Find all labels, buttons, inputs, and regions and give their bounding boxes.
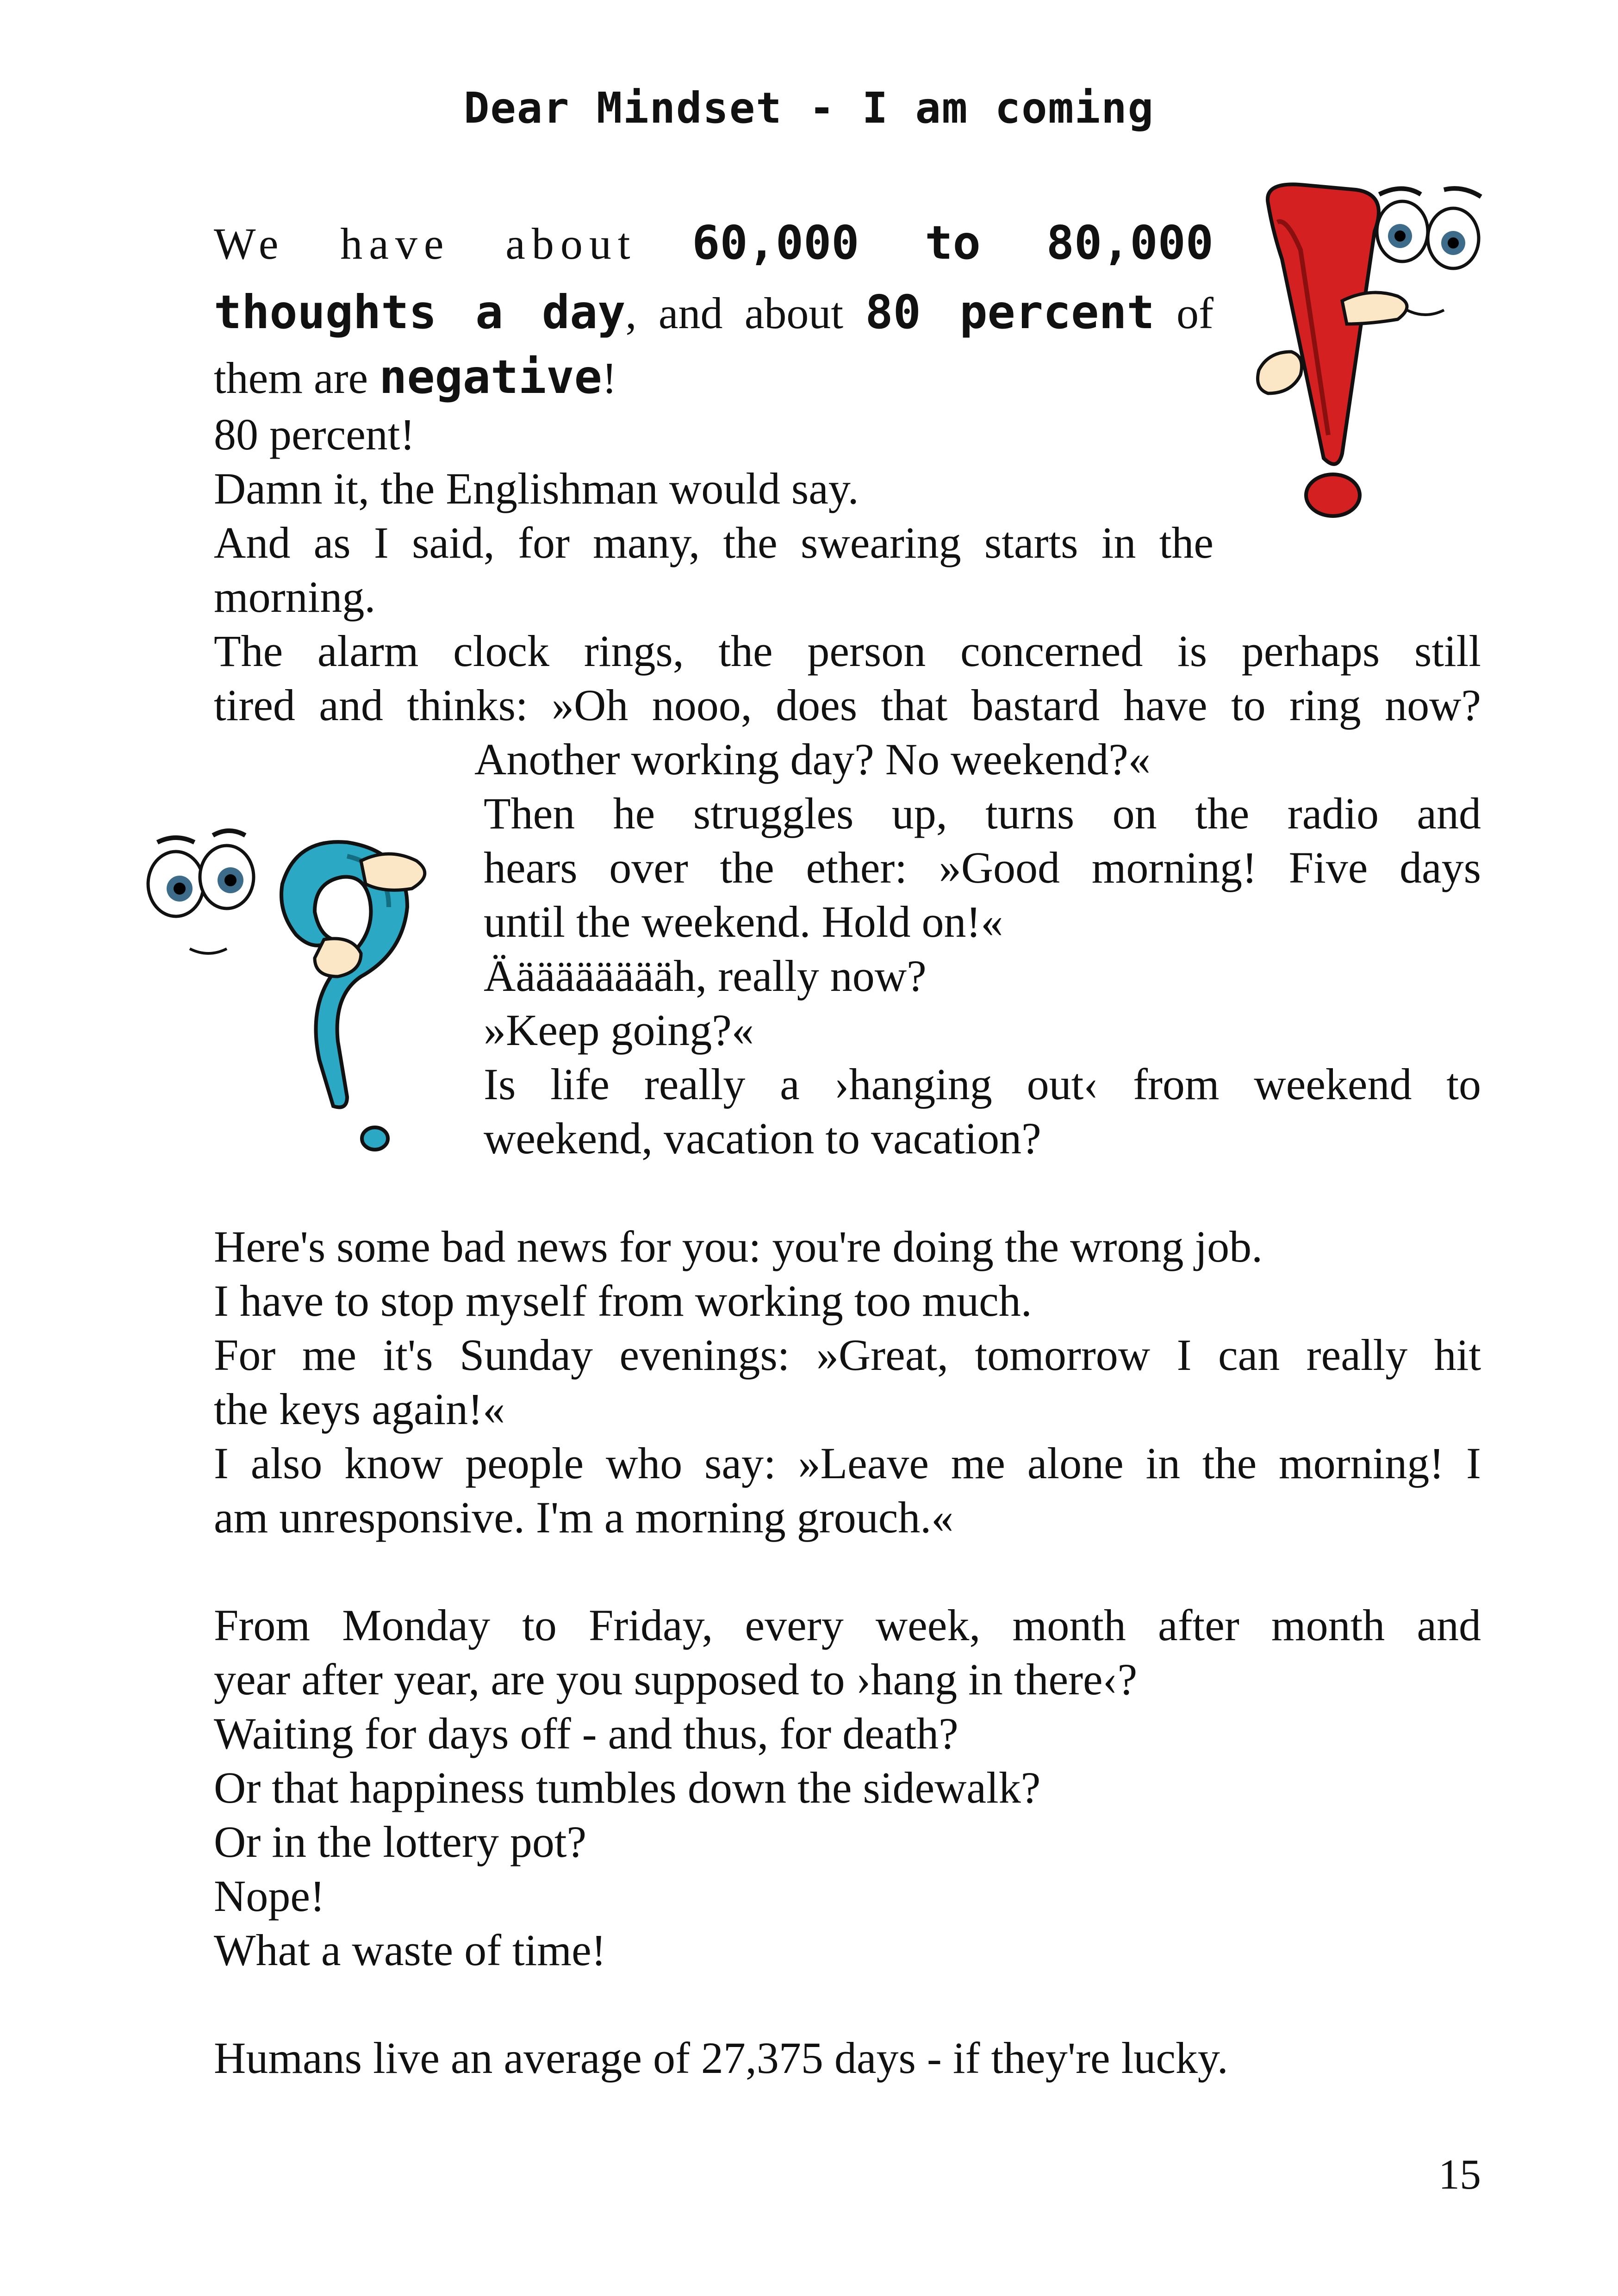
cartoon-exclamation-mark-icon [1250,176,1537,528]
paragraph-block-b [214,624,1481,732]
paragraph-block-d [214,1220,1481,1544]
text-line: 80 percent! [214,410,415,459]
emphasis-percent: 80 percent [865,285,1155,339]
text-line: What a waste of time! [214,1925,606,1975]
intro-paragraph [214,208,1214,407]
cartoon-question-mark-icon [130,801,463,1152]
paragraph-block-e [214,1598,1481,1977]
emphasis-negative: negative [379,350,602,404]
running-head: Dear Mindset - I am coming [463,83,1155,133]
intro-line-1: We have about 60,000 to 80,000 [214,216,1214,270]
text-line: Or in the lottery pot? [214,1817,587,1867]
text-line: morning. [214,572,376,622]
paragraph-block-f [214,2031,1481,2085]
emphasis-thought-count: 60,000 to 80,000 [692,216,1214,270]
text-line: And as I said, for many, the swearing starts in the [214,518,1214,567]
text-line: »Keep going?« [484,1005,754,1055]
text-line: For me it's Sunday evenings: »Great, tomorrow I can really hit [214,1330,1481,1380]
text-line: Äääääääääh, really now? [484,951,927,1001]
text-line: Damn it, the Englishman would say. [214,464,859,513]
text-line: tired and thinks: »Oh nooo, does that bastard have to ring now? [214,680,1481,730]
text-line: Is life really a ›hanging out‹ from weekend to [484,1059,1481,1109]
text-line: hears over the ether: »Good morning! Five days [484,843,1481,892]
text-line: Here's some bad news for you: you're doing the wrong job. [214,1222,1263,1271]
text-line: I also know people who say: »Leave me alone in the morning! I [214,1438,1481,1488]
text-line: Or that happiness tumbles down the sidewalk? [214,1763,1041,1812]
text-line: Then he struggles up, turns on the radio and [484,789,1481,838]
text-line: am unresponsive. I'm a morning grouch.« [214,1493,954,1542]
text-line: Humans live an average of 27,375 days - if they're lucky. [214,2033,1228,2083]
page-number: 15 [1438,2151,1481,2198]
text-line: the keys again!« [214,1384,505,1434]
paragraph-block-a [214,407,1214,624]
text-line: From Monday to Friday, every week, month after month and [214,1600,1481,1650]
emphasis-thoughts-a-day: thoughts a day [214,285,626,339]
text-line: weekend, vacation to vacation? [484,1114,1041,1163]
text-line: Another working day? No weekend?« [474,734,1151,784]
text-line: until the weekend. Hold on!« [484,897,1003,946]
paragraph-block-c [474,732,1481,1165]
text-line: Waiting for days off - and thus, for death? [214,1709,958,1758]
intro-line-2: thoughts a day, and about 80 percent of [214,285,1214,339]
intro-line-3: them are negative! [214,350,617,404]
text-line: The alarm clock rings, the person concerned is perhaps still [214,626,1481,676]
text-line: Nope! [214,1871,325,1921]
text-line: year after year, are you supposed to ›hang in there‹? [214,1655,1138,1704]
text-line: I have to stop myself from working too much. [214,1276,1032,1325]
